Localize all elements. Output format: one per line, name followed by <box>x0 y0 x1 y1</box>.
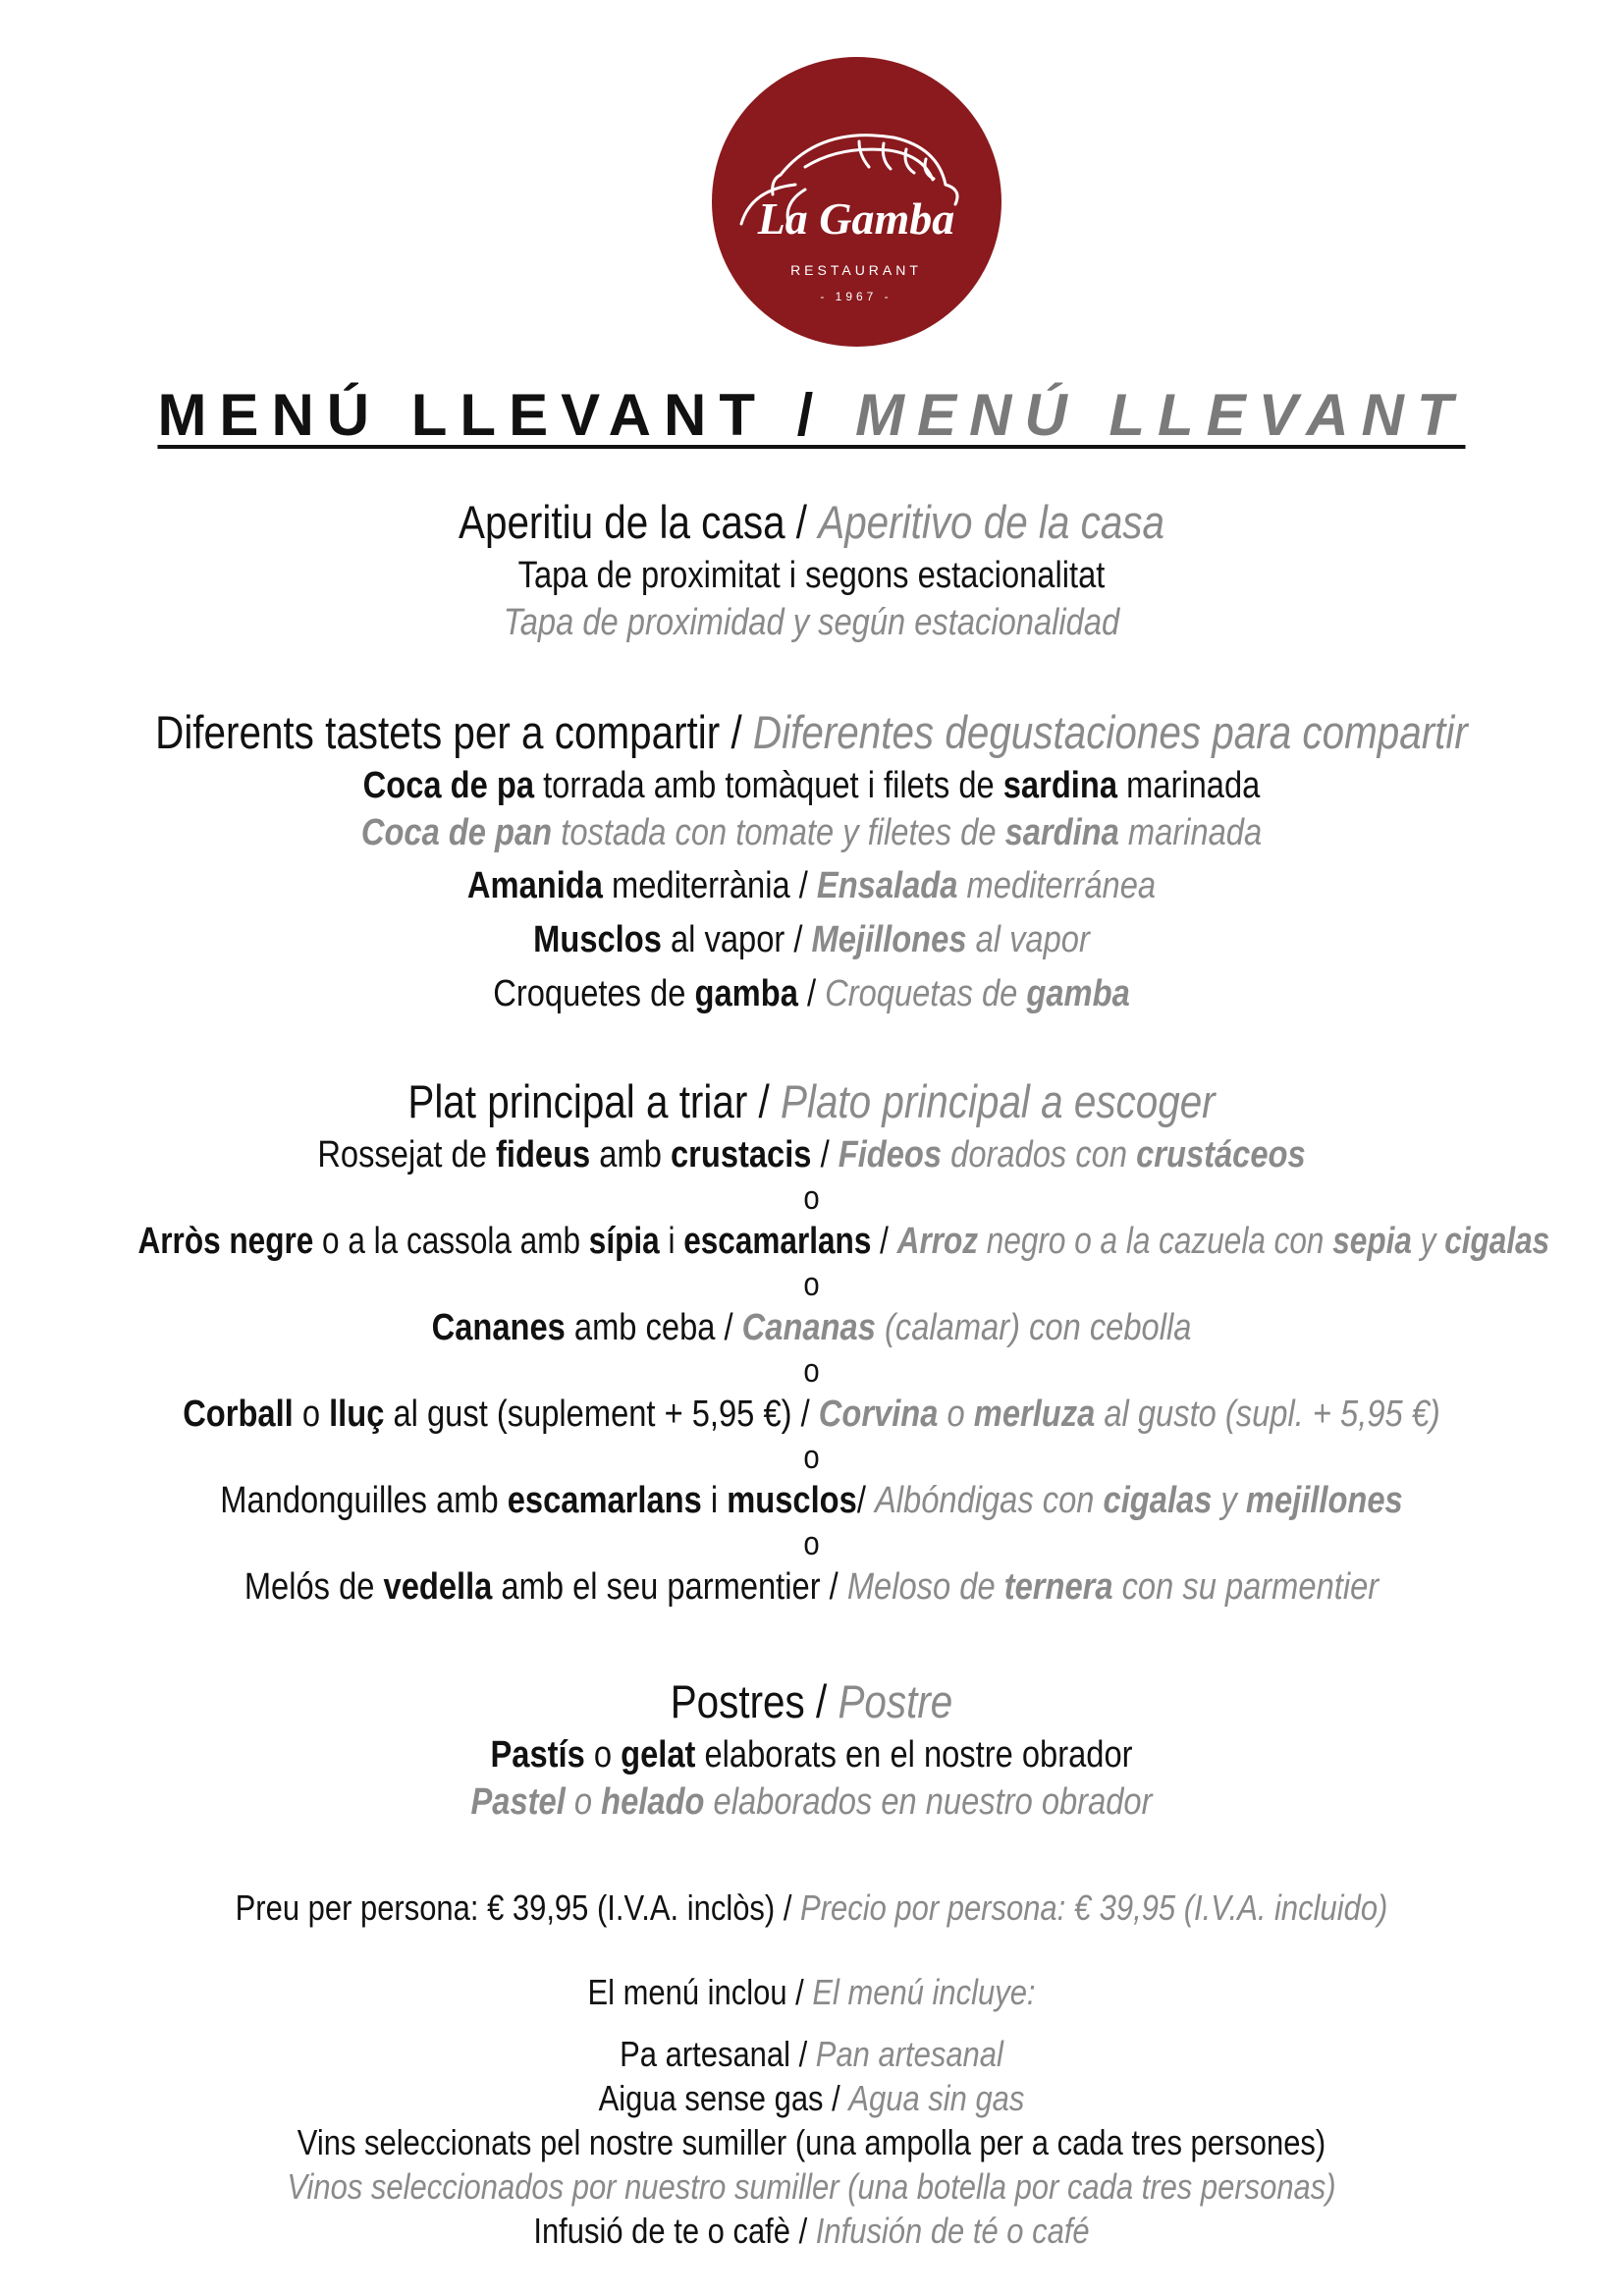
section-heading: Diferents tastets per a compartir / Diferentes degustaciones para compartir <box>155 706 1468 758</box>
or-separator: o <box>803 1439 820 1476</box>
amanida: Amanida mediterrània / Ensalada mediterránea <box>466 865 1157 906</box>
or-separator: o <box>803 1525 820 1562</box>
section-postres <box>0 1672 1623 1826</box>
section-includes <box>0 1970 1623 2253</box>
or-separator: o <box>803 1179 820 1217</box>
or-separator: o <box>803 1266 820 1303</box>
section-heading: Postres / Postre <box>670 1675 953 1727</box>
mandonguilles: Mandonguilles amb escamarlans i musclos/ Albóndigas con cigalas y mejillones <box>220 1480 1403 1521</box>
price-line: Preu per persona: € 39,95 (I.V.A. inclòs) / Precio por persona: € 39,95 (I.V.A. incluido) <box>235 1887 1388 1928</box>
price-es: Precio por persona: € 39,95 (I.V.A. incluido) <box>800 1887 1388 1928</box>
menu-title <box>0 381 1623 449</box>
title-ca: MENÚ LLEVANT <box>157 382 768 448</box>
croquetes: Croquetes de gamba / Croquetas de gamba <box>493 973 1130 1014</box>
postres-es: Pastel o helado elaborados en nuestro obrador <box>470 1781 1153 1823</box>
include-vins-ca: Vins seleccionats pel nostre sumiller (una ampolla per a cada tres persones) <box>297 2122 1326 2162</box>
aperitiu-es: Tapa de proximidad y según estacionalidad <box>503 602 1120 643</box>
logo-name: La Gamba <box>757 193 955 244</box>
include-pa: Pa artesanal / Pan artesanal <box>620 2034 1003 2074</box>
title-es: MENÚ LLEVANT <box>855 382 1466 448</box>
restaurant-logo <box>712 57 1001 347</box>
include-infusio: Infusió de te o cafè / Infusión de té o café <box>533 2211 1090 2251</box>
coca-ca: Coca de pa torrada amb tomàquet i filets de sardina marinada <box>362 765 1261 806</box>
section-heading: Plat principal a triar / Plato principal a escoger <box>407 1075 1216 1127</box>
section-aperitiu <box>0 493 1623 646</box>
postres-ca: Pastís o gelat elaborats en el nostre obrador <box>490 1734 1133 1776</box>
corball: Corball o lluç al gust (suplement + 5,95 €) / Corvina o merluza al gusto (supl. + 5,95 €) <box>183 1394 1440 1435</box>
include-vins-es: Vinos seleccionados por nuestro sumiller (una botella por cada tres personas) <box>287 2166 1336 2207</box>
melos: Melós de vedella amb el seu parmentier / Meloso de ternera con su parmentier <box>243 1566 1380 1608</box>
includes-heading: El menú inclou / El menú incluye: <box>587 1972 1036 2012</box>
musclos: Musclos al vapor / Mejillones al vapor <box>533 919 1090 960</box>
fideus: Rossejat de fideus amb crustacis / Fideos dorados con crustáceos <box>317 1134 1306 1175</box>
logo-subtitle: RESTAURANT <box>790 262 922 278</box>
cananes: Cananes amb ceba / Cananas (calamar) con cebolla <box>431 1307 1192 1348</box>
arros: Arròs negre o a la cassola amb sípia i escamarlans / Arroz negro o a la cazuela con sepia y cigalas <box>137 1221 1550 1262</box>
include-aigua: Aigua sense gas / Agua sin gas <box>598 2078 1025 2118</box>
section-principal <box>0 1072 1623 1611</box>
price-ca: Preu per persona: € 39,95 (I.V.A. inclòs) <box>235 1887 776 1928</box>
coca-es: Coca de pan tostada con tomate y filetes de sardina marinada <box>360 812 1263 853</box>
section-tastets <box>0 703 1623 1017</box>
section-heading: Aperitiu de la casa / Aperitivo de la casa <box>459 496 1164 548</box>
or-separator: o <box>803 1352 820 1390</box>
logo-year: - 1967 - <box>820 290 893 303</box>
aperitiu-ca: Tapa de proximitat i segons estacionalitat <box>517 555 1106 596</box>
title-sep: / <box>767 382 855 448</box>
